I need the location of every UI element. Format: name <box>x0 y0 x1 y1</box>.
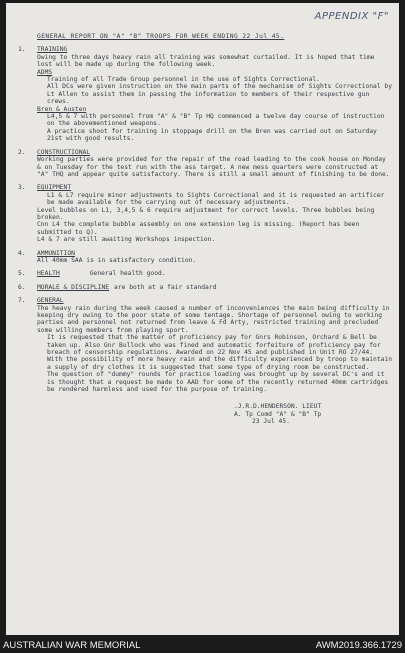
section-equipment <box>16 184 392 243</box>
paragraph: Training of all Trade Group personnel in the use of Sights Correctional. <box>47 76 320 84</box>
signature-date: 23 Jul 45. <box>252 418 290 426</box>
section-heading: AMMUNITION <box>37 249 75 257</box>
paragraph: With the possibility of more heavy rain and the difficulty experienced by troop to maintain a supply of dry clothes it is suggested that some type of drying room be constructed. <box>47 356 392 371</box>
section-heading: HEALTH <box>37 270 60 278</box>
paragraph: All 40mm SAA is in satisfactory condition. <box>37 256 197 264</box>
paragraph: General health good. <box>89 270 166 278</box>
appendix-annotation: APPENDIX "F" <box>314 11 389 22</box>
section-heading: TRAINING <box>37 46 68 54</box>
section-number: 7. <box>18 297 26 305</box>
section-general <box>16 297 392 393</box>
paragraph: A practice shoot for training in stoppage drill on the Bren was carried out on Saturday 21st with good results. <box>47 127 377 143</box>
section-constructional <box>16 149 392 179</box>
section-heading: EQUIPMENT <box>37 184 72 192</box>
paragraph: Cnn L4 the complete bubble assembly on one extension leg is missing. (Report has been submitted to Q). <box>37 221 360 236</box>
section-ammunition <box>16 250 392 265</box>
footer-institution: AUSTRALIAN WAR MEMORIAL <box>3 640 141 651</box>
section-heading: MORALE & DISCIPLINE <box>37 283 110 291</box>
subheading-adms: ADMS <box>37 68 53 76</box>
document-page <box>6 3 399 635</box>
section-number: 3. <box>18 184 26 192</box>
signature-name: .J.R.D.HENDERSON. LIEUT <box>234 403 322 411</box>
paragraph: Working parties were provided for the repair of the road leading to the cook house on Monday & on Tuesday for the test run with the ass target. A new mess quarters were constructed at "A" THQ and appear quite satisfactory. There is still a small amount of finishing to be done. <box>37 156 390 178</box>
section-number: 2. <box>18 148 26 156</box>
paragraph: are both at a fair standard <box>114 283 217 291</box>
section-morale <box>16 284 392 291</box>
section-number: 1. <box>18 46 26 54</box>
paragraph: It is requested that the matter of proficiency pay for Gnrs Robinson, Orchard & Bell be taken up. Also Gnr Bullock who was fined and automatic forfeiture of proficiency pay for breach of censorship regulations. Awarded on 22 Nov 45 and published in Unit RO 27/44. <box>47 334 381 357</box>
subheading-bren-austen: Bren & Austen <box>37 105 87 113</box>
paragraph: Owing to three days heavy rain all training was somewhat curtailed. It is hoped that time lost will be made up during the following week. <box>37 53 375 69</box>
report-body <box>16 33 392 426</box>
archive-footer <box>0 638 405 653</box>
paragraph: The heavy rain during the week caused a number of inconveniences the main being difficulty in keeping dry owing to the poor state of some tentage. Shortage of personnel owing to working parties and personnel not returned from leave & Fd Arty, restricted training and precluded some willing members from playing sport. <box>37 304 390 334</box>
section-number: 6. <box>18 283 26 291</box>
section-health <box>16 270 392 277</box>
section-number: 5. <box>18 270 26 278</box>
paragraph: Level bubbles on L1, 3,4,5 & 6 require adjustment for correct levels. Three bubbles being broken. <box>37 206 375 221</box>
report-title: GENERAL REPORT ON "A" "B" TROOPS FOR WEEK ENDING 22 Jul 45. <box>37 33 285 40</box>
footer-accession-number: AWM2019.366.1729 <box>315 640 402 651</box>
section-heading: GENERAL <box>37 297 64 305</box>
signature-block <box>234 403 392 425</box>
paragraph: L1 & L7 require minor adjustments to Sights Correctional and it is requested an artificer be made available for the carrying out of necessary adjustments. <box>47 191 385 207</box>
paragraph: All DCs were given instruction on the main parts of the mechanism of Sights Correctional by Lt Allen to assist them in passing the information to members of their respective gun crews. <box>47 83 392 106</box>
paragraph: The question of "dummy" rounds for practice loading was brought up by several DC's and it is thought that a request be made to AAD for some of the recently returned 40mm cartridges be rendered harmless and used for the purpose of training. <box>47 371 389 394</box>
section-training <box>16 46 392 142</box>
signature-role: A. Tp Comd "A" & "B" Tp <box>234 410 322 418</box>
paragraph: L4 & 7 are still awaiting Workshops inspection. <box>37 236 216 244</box>
section-heading: CONSTRUCTIONAL <box>37 148 91 156</box>
paragraph: L4,5 & 7 with personnel from "A" & "B" Tp HQ commenced a twelve day course of instruction on the abovementioned weapons. <box>47 113 385 128</box>
section-number: 4. <box>18 249 26 257</box>
